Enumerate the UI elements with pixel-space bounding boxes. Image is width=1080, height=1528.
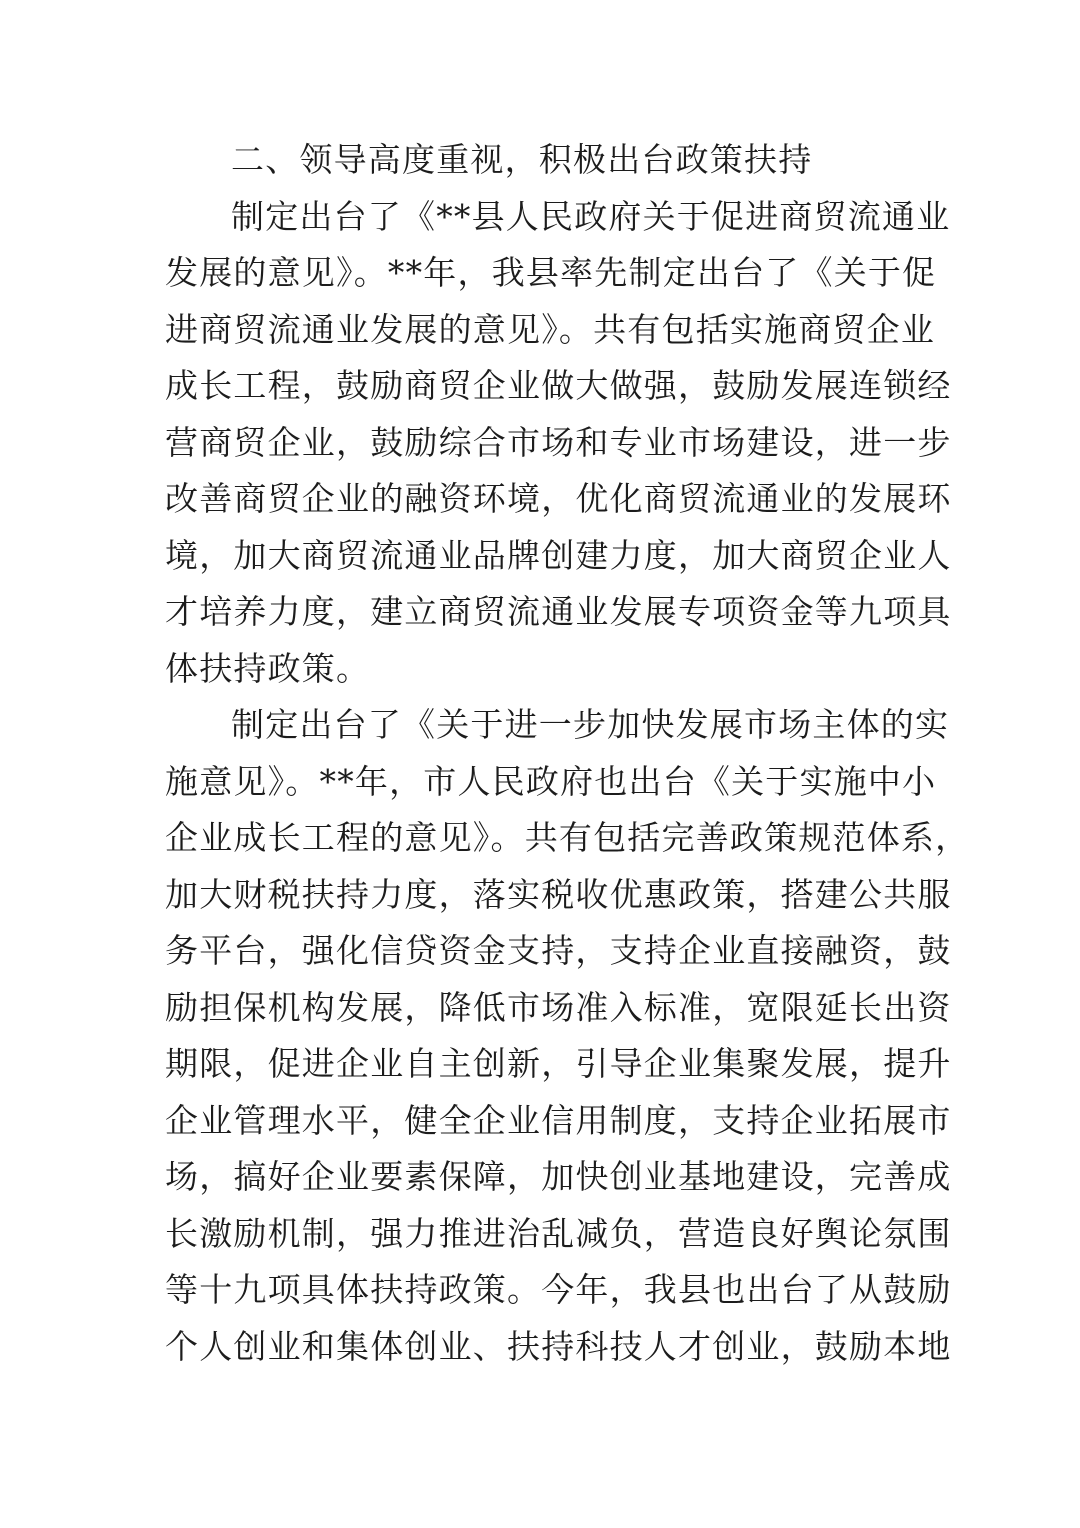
paragraph-line: 改善商贸企业的融资环境，优化商贸流通业的发展环 [165,479,952,518]
paragraph-line: 长激励机制，强力推进治乱减负，营造良好舆论氛围 [165,1213,952,1253]
paragraph-line: 营商贸企业，鼓励综合市场和专业市场建设，进一步 [165,422,952,462]
paragraph-market-entity-policy [165,697,970,1375]
paragraph-line: 施意见》。**年，市人民政府也出台《关于实施中小 [165,761,937,801]
paragraph-line: 加大财税扶持力度，落实税收优惠政策，搭建公共服 [165,874,952,914]
paragraph-line: 等十九项具体扶持政策。今年，我县也出台了从鼓励 [165,1270,952,1309]
paragraph-line: 场，搞好企业要素保障，加快创业基地建设，完善成 [165,1157,952,1196]
paragraph-line: 境，加大商贸流通业品牌创建力度，加大商贸企业人 [165,535,952,575]
paragraph-line: 企业成长工程的意见》。共有包括完善政策规范体系， [165,818,970,857]
paragraph-county-commerce-policy [165,189,952,698]
paragraph-line: 务平台，强化信贷资金支持，支持企业直接融资，鼓 [165,931,952,970]
paragraph-line: 成长工程，鼓励商贸企业做大做强，鼓励发展连锁经 [165,366,952,405]
section-heading: 二、领导高度重视，积极出台政策扶持 [231,140,813,179]
paragraph-line: 励担保机构发展，降低市场准入标准，宽限延长出资 [165,987,952,1027]
document-body [165,132,970,1375]
paragraph-line: 制定出台了《**县人民政府关于促进商贸流通业 [231,196,951,236]
paragraph-line: 个人创业和集体创业、扶持科技人才创业，鼓励本地 [165,1326,952,1366]
paragraph-line: 发展的意见》。**年，我县率先制定出台了《关于促 [165,253,937,292]
paragraph-line: 企业管理水平，健全企业信用制度，支持企业拓展市 [165,1100,952,1140]
paragraph-line: 体扶持政策。 [165,648,371,688]
paragraph-line: 期限，促进企业自主创新，引导企业集聚发展，提升 [165,1044,952,1083]
paragraph-line: 进商贸流通业发展的意见》。共有包括实施商贸企业 [165,309,936,349]
paragraph-line: 才培养力度，建立商贸流通业发展专项资金等九项具 [165,592,952,631]
paragraph-line: 制定出台了《关于进一步加快发展市场主体的实 [231,705,950,744]
